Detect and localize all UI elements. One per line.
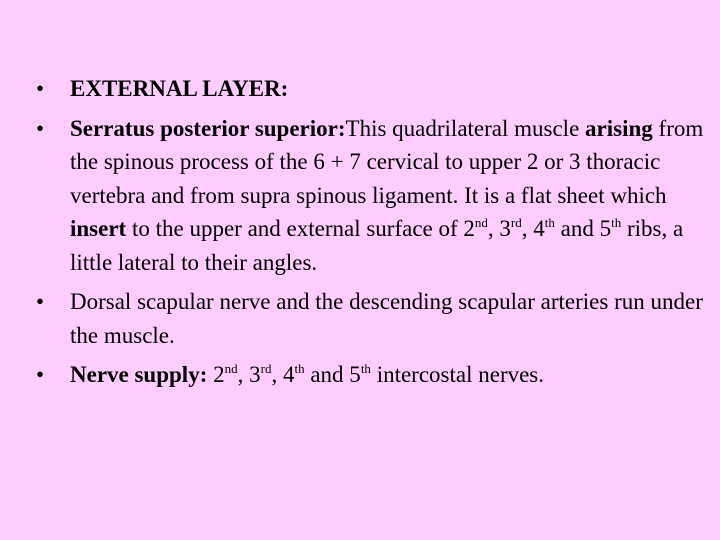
bullet-dorsal-scapular-nerve bbox=[36, 285, 706, 352]
text-run: to the upper and external surface of 2 bbox=[126, 216, 475, 241]
bullet-dot-icon: • bbox=[36, 362, 45, 387]
bullet-dot-icon: • bbox=[36, 76, 45, 101]
ordinal-suffix: th bbox=[611, 215, 622, 230]
bold-text-run: EXTERNAL LAYER: bbox=[70, 76, 289, 101]
ordinal-suffix: th bbox=[294, 361, 305, 376]
text-run: This quadrilateral muscle bbox=[345, 115, 586, 141]
bullet-nerve-supply bbox=[36, 358, 706, 392]
bullet-text bbox=[70, 362, 544, 387]
text-run: intercostal nerves. bbox=[370, 362, 545, 387]
bold-text-run: arising bbox=[585, 115, 653, 141]
text-run: , 3 bbox=[487, 216, 511, 241]
ordinal-suffix: th bbox=[360, 361, 371, 376]
text-run: from the spinous process of the 6 + 7 cervical to upper 2 or 3 thoracic vertebra and from supra spinous ligament. It is a flat sheet which bbox=[70, 115, 704, 208]
slide-content bbox=[36, 72, 706, 398]
text-run: and 5 bbox=[554, 216, 612, 241]
bullet-serratus-posterior-superior bbox=[36, 112, 706, 280]
text-run: 2 bbox=[207, 362, 225, 387]
bullet-text bbox=[70, 289, 703, 348]
bullet-external-layer bbox=[36, 72, 706, 106]
bullet-list bbox=[36, 72, 706, 392]
ordinal-suffix: nd bbox=[474, 215, 488, 230]
text-run: , 4 bbox=[521, 216, 545, 241]
ordinal-suffix: nd bbox=[224, 361, 238, 376]
ordinal-suffix: th bbox=[544, 215, 555, 230]
text-run: ribs, a little lateral to their angles. bbox=[70, 216, 684, 275]
bold-text-run: insert bbox=[70, 216, 127, 241]
bold-text-run: Serratus posterior superior: bbox=[70, 115, 346, 141]
ordinal-suffix: rd bbox=[510, 215, 522, 230]
bold-text-run: Nerve supply: bbox=[70, 362, 208, 387]
bullet-dot-icon: • bbox=[36, 115, 45, 141]
text-run: and 5 bbox=[304, 362, 361, 387]
bullet-text bbox=[70, 116, 703, 275]
text-run: , 3 bbox=[237, 362, 261, 387]
bullet-text bbox=[70, 76, 288, 101]
bullet-dot-icon: • bbox=[36, 289, 45, 314]
text-run: Dorsal scapular nerve and the descending scapular arteries run under the muscle. bbox=[70, 289, 703, 348]
text-run: , 4 bbox=[271, 362, 295, 387]
ordinal-suffix: rd bbox=[260, 361, 272, 376]
